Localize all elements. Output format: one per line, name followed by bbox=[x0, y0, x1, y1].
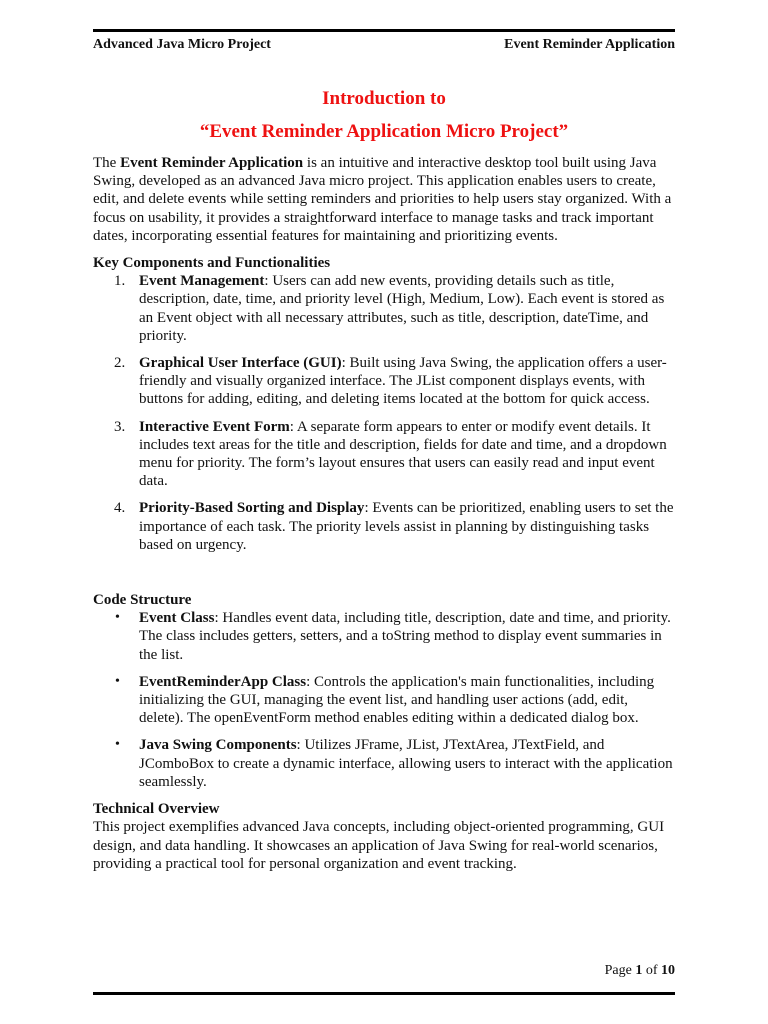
list-item-title: Event Class bbox=[139, 610, 215, 627]
page-footer bbox=[605, 963, 675, 979]
list-item bbox=[93, 272, 675, 345]
list-item-text: : Built using Java Swing, the application offers a user-friendly and visually organized interface. The JList component displays events, with buttons for adding, editing, and deleting items located at the bottom for quick access. bbox=[139, 355, 667, 408]
page-header bbox=[93, 37, 675, 53]
key-components-list bbox=[93, 272, 675, 554]
intro-paragraph bbox=[93, 154, 675, 245]
header-right: Event Reminder Application bbox=[504, 37, 675, 52]
list-item-text: : Utilizes JFrame, JList, JTextArea, JTextField, and JComboBox to create a dynamic interface, allowing users to interact with the application seamlessly. bbox=[139, 737, 673, 790]
code-structure-heading: Code Structure bbox=[93, 592, 192, 609]
header-left: Advanced Java Micro Project bbox=[93, 37, 271, 52]
total-pages: 10 bbox=[661, 963, 675, 978]
bullet-icon: • bbox=[115, 673, 120, 689]
list-number: 2. bbox=[114, 355, 126, 372]
key-components-heading: Key Components and Functionalities bbox=[93, 255, 331, 272]
list-item-text: : Users can add new events, providing details such as title, description, date, time, and priority level (High, Medium, Low). Each event is stored as an Event object with all necessary attributes, such as title, description, dateTime, and priority. bbox=[139, 273, 665, 344]
intro-post: is an intuitive and interactive desktop tool built using Java Swing, developed as an advanced Java micro project. This application enables users to create, edit, and delete events while setting reminders and priorities to help users stay organized. With a focus on usability, it provides a straightforward interface to manage tasks and track important dates, incorporating essential features for maintaining and prioritizing events. bbox=[93, 155, 672, 244]
list-item-text: : Controls the application's main functionalities, including initializing the GUI, managing the event list, and handling user actions (add, edit, delete). The openEventForm method enables editing within a dedicated dialog box. bbox=[139, 673, 655, 727]
list-item bbox=[93, 418, 675, 491]
list-number: 3. bbox=[114, 418, 126, 435]
list-item-text: : Events can be prioritized, enabling users to set the importance of each task. The priority levels assist in planning by distinguishing tasks based on urgency. bbox=[139, 500, 674, 553]
page-label: Page bbox=[604, 963, 636, 978]
list-item-text: : Handles event data, including title, description, date and time, and priority. The class includes getters, setters, and a toString method to display event summaries in the list. bbox=[139, 610, 671, 663]
list-item-title: Java Swing Components bbox=[139, 737, 297, 754]
intro-pre: The bbox=[93, 155, 121, 171]
technical-overview-heading: Technical Overview bbox=[93, 801, 220, 818]
bullet-icon: • bbox=[115, 610, 120, 626]
list-item-title: EventReminderApp Class bbox=[139, 673, 307, 690]
list-number: 1. bbox=[114, 273, 126, 290]
of-label: of bbox=[642, 963, 661, 978]
list-item-title: Priority-Based Sorting and Display bbox=[139, 500, 365, 517]
list-item-text: : A separate form appears to enter or modify event details. It includes text areas for the title and description, fields for date and time, and a dropdown menu for priority. The form’s layout ensures that users can easily read and input event data. bbox=[139, 418, 667, 490]
list-item bbox=[93, 736, 675, 791]
list-item bbox=[93, 499, 675, 554]
footer-rule bbox=[93, 992, 675, 995]
title-line-2: “Event Reminder Application Micro Project” bbox=[199, 121, 569, 142]
code-structure-list bbox=[93, 609, 675, 791]
document-body bbox=[93, 154, 675, 873]
bullet-icon: • bbox=[115, 737, 120, 753]
list-item bbox=[93, 609, 675, 664]
list-item-title: Interactive Event Form bbox=[139, 418, 290, 435]
list-item-title: Event Management bbox=[139, 273, 265, 290]
header-rule bbox=[93, 29, 675, 32]
list-item bbox=[93, 354, 675, 409]
page-number: 1 bbox=[635, 963, 643, 978]
list-number: 4. bbox=[114, 500, 126, 517]
technical-overview-text: This project exemplifies advanced Java concepts, including object-oriented programming, GUI design, and data handling. It showcases an application of Java Swing for real-world scenarios, providing a practical tool for personal organization and event tracking. bbox=[93, 819, 665, 872]
list-item bbox=[93, 673, 675, 728]
intro-bold: Event Reminder Application bbox=[120, 155, 304, 171]
title-line-1: Introduction to bbox=[322, 88, 446, 109]
list-item-title: Graphical User Interface (GUI) bbox=[139, 355, 342, 372]
